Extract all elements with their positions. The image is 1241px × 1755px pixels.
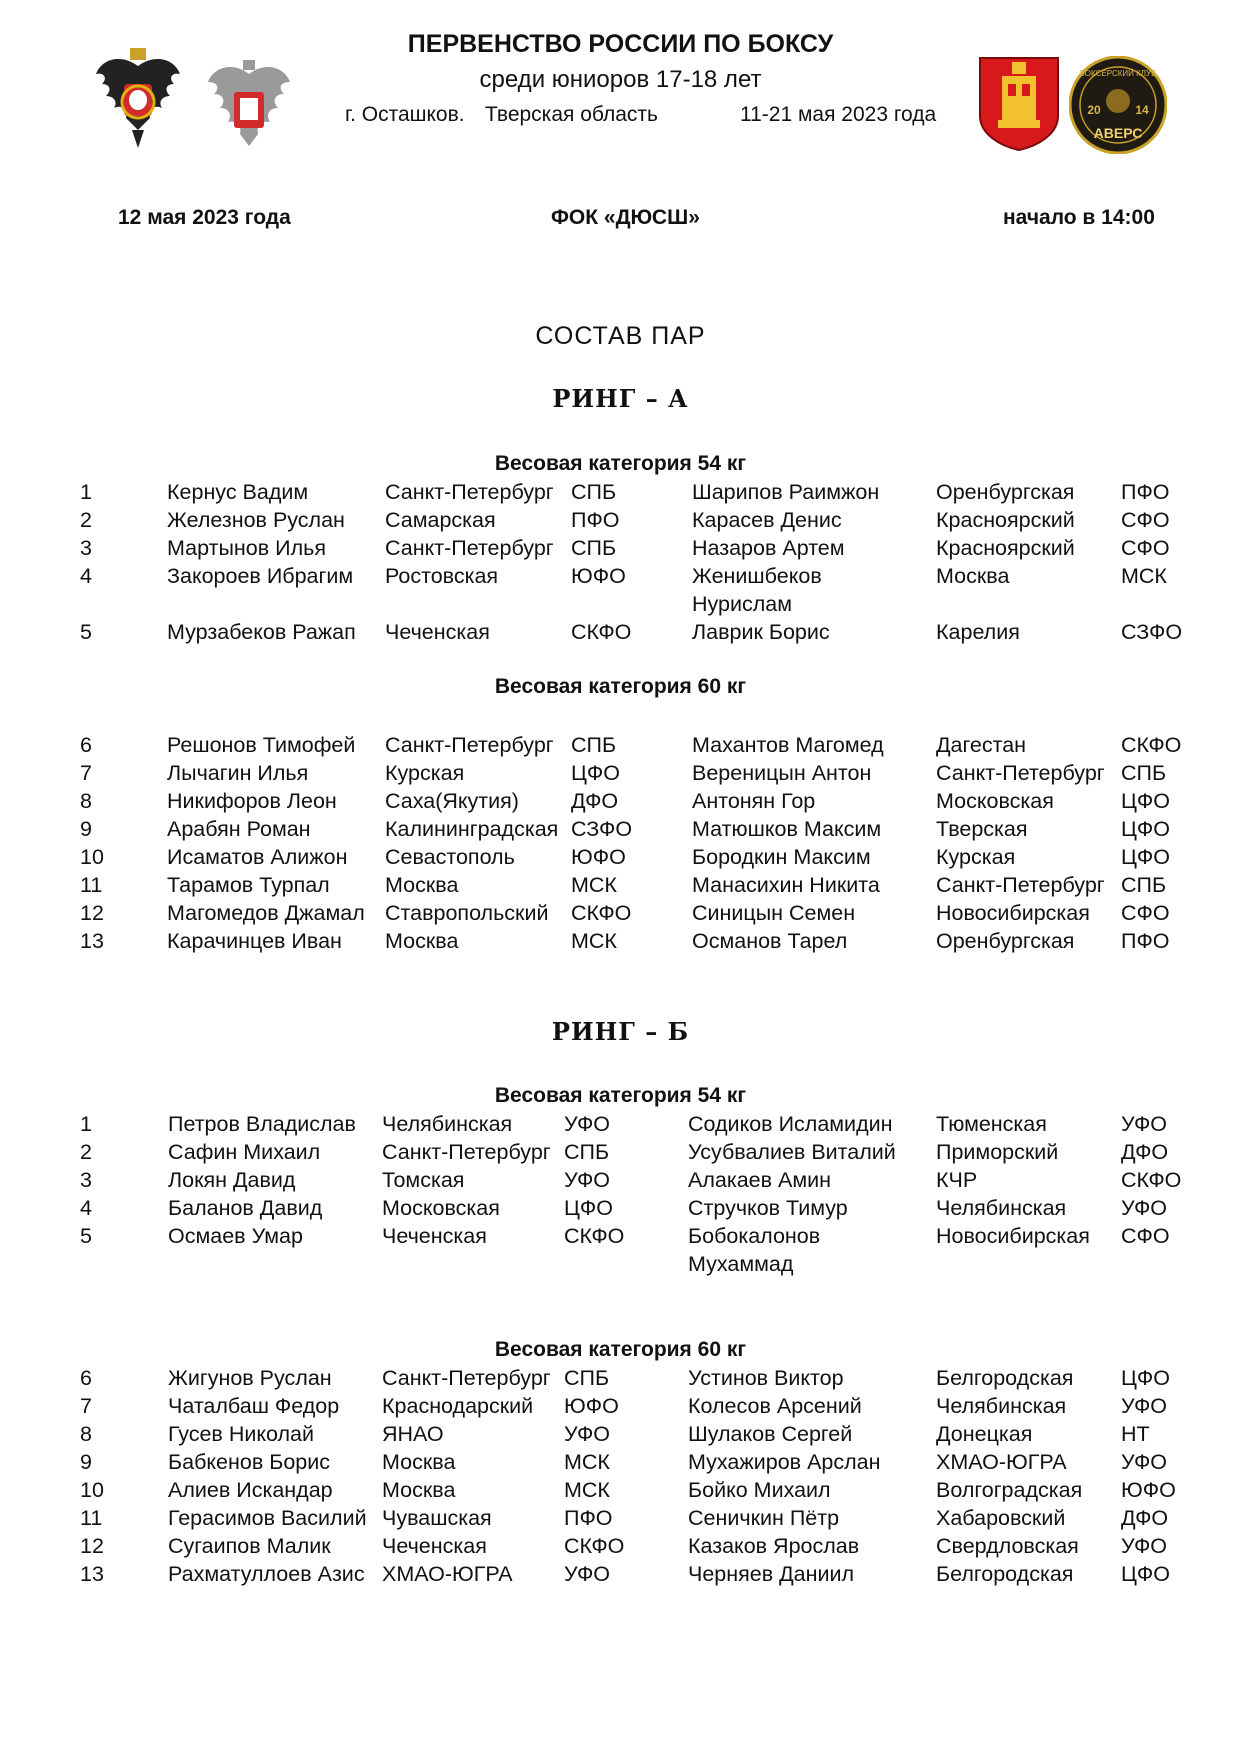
table-row [0, 759, 1241, 787]
session-venue: ФОК «ДЮСШ» [551, 206, 700, 229]
fighter-2-name: Алакаев Амин [688, 1168, 832, 1192]
table-row [0, 1138, 1241, 1166]
fighter-2-district: УФО [1121, 1450, 1168, 1474]
fighter-1-region: Чеченская [382, 1534, 487, 1558]
bout-number: 8 [80, 1422, 92, 1446]
table-row [0, 843, 1241, 871]
fighter-2-name: Колесов Арсений [688, 1394, 862, 1418]
fighter-2-district: СПБ [1121, 761, 1167, 785]
fighter-2-name: Османов Тарел [692, 929, 848, 953]
session-start-time: начало в 14:00 [1003, 206, 1155, 229]
fighter-2-district: ДФО [1121, 1506, 1169, 1530]
bout-number: 7 [80, 1394, 92, 1418]
fighter-1-region: Москва [382, 1478, 456, 1502]
fighter-1-district: СКФО [564, 1534, 625, 1558]
table-row [0, 1110, 1241, 1138]
fighter-2-region: Красноярский [936, 536, 1075, 560]
event-city: г. Осташков. [345, 103, 465, 126]
fighter-1-name: Герасимов Василий [168, 1506, 367, 1530]
fighter-2-region: Карелия [936, 620, 1020, 644]
table-row [0, 1448, 1241, 1476]
table-row [0, 618, 1241, 646]
table-row [0, 1194, 1241, 1222]
fighter-1-region: Санкт-Петербург [385, 536, 554, 560]
ring-b-cat54-title: Весовая категория 54 кг [494, 1084, 747, 1107]
fighter-1-name: Сугаипов Малик [168, 1534, 331, 1558]
fighter-2-name: Антонян Гор [692, 789, 816, 813]
fighter-1-region: Саха(Якутия) [385, 789, 519, 813]
fighter-2-name: Сеничкин Пётр [688, 1506, 840, 1530]
bout-number: 10 [80, 1478, 104, 1502]
fighter-2-region: Дагестан [936, 733, 1027, 757]
bout-number: 5 [80, 1224, 92, 1248]
fighter-1-region: Ставропольский [385, 901, 549, 925]
fighter-2-region: Челябинская [936, 1196, 1067, 1220]
fighter-1-district: СПБ [564, 1366, 610, 1390]
bout-number: 11 [80, 873, 103, 897]
bout-number: 1 [80, 480, 92, 504]
table-row [0, 927, 1241, 955]
fighter-1-name: Петров Владислав [168, 1112, 356, 1136]
event-region: Тверская область [485, 103, 658, 126]
fighter-1-name: Чаталбаш Федор [168, 1394, 340, 1418]
fighter-1-district: ЮФО [564, 1394, 619, 1418]
fighter-1-district: СПБ [571, 536, 617, 560]
fighter-1-name: Тарамов Турпал [167, 873, 330, 897]
fighter-1-district: МСК [564, 1478, 610, 1502]
fighter-2-region: Оренбургская [936, 929, 1075, 953]
table-row [0, 1166, 1241, 1194]
fighter-1-region: Калининградская [385, 817, 559, 841]
bout-number: 4 [80, 564, 92, 588]
club-top-text: БОКСЕРСКИЙ КЛУБ [1079, 69, 1157, 78]
fighter-2-region: Курская [936, 845, 1016, 869]
fighter-2-name: Назаров Артем [692, 536, 845, 560]
fighter-1-name: Гусев Николай [168, 1422, 314, 1446]
fighter-2-name: Женишбеков Нурислам [692, 564, 822, 616]
table-row [0, 899, 1241, 927]
fighter-2-district: УФО [1121, 1394, 1168, 1418]
fighter-1-region: Ростовская [385, 564, 499, 588]
fighter-1-name: Алиев Искандар [168, 1478, 333, 1502]
fighter-2-name: Шарипов Раимжон [692, 480, 880, 504]
fighter-1-district: ЦФО [571, 761, 620, 785]
table-row [0, 1392, 1241, 1420]
fighter-1-name: Никифоров Леон [167, 789, 337, 813]
bout-number: 9 [80, 1450, 92, 1474]
table-row [0, 1476, 1241, 1504]
fighter-2-name: Бобокалонов Мухаммад [688, 1224, 821, 1276]
fighter-1-district: МСК [571, 929, 617, 953]
fighter-2-region: ХМАО-ЮГРА [936, 1450, 1067, 1474]
fighter-2-region: Москва [936, 564, 1010, 588]
fighter-2-district: ЦФО [1121, 817, 1170, 841]
fighter-1-region: Москва [385, 929, 459, 953]
bout-number: 8 [80, 789, 92, 813]
fighter-2-region: Оренбургская [936, 480, 1075, 504]
fighter-2-name: Мухажиров Арслан [688, 1450, 881, 1474]
fighter-2-region: Санкт-Петербург [936, 761, 1105, 785]
fighter-1-region: ХМАО-ЮГРА [382, 1562, 513, 1586]
fighter-2-name: Усубвалиев Виталий [688, 1140, 896, 1164]
fighter-2-region: Белгородская [936, 1366, 1074, 1390]
fighter-1-district: СЗФО [571, 817, 633, 841]
fighter-2-region: Тюменская [936, 1112, 1047, 1136]
fighter-1-name: Железнов Руслан [167, 508, 345, 532]
fighter-1-district: УФО [564, 1422, 611, 1446]
bout-number: 2 [80, 508, 92, 532]
fighter-1-region: Санкт-Петербург [382, 1140, 551, 1164]
fighter-1-region: Санкт-Петербург [382, 1366, 551, 1390]
fighter-1-district: ДФО [571, 789, 619, 813]
bout-number: 9 [80, 817, 92, 841]
fighter-1-region: ЯНАО [382, 1422, 444, 1446]
ring-b-title: РИНГ – Б [551, 1017, 690, 1046]
bout-number: 13 [80, 1562, 104, 1586]
fighter-2-region: Новосибирская [936, 901, 1090, 925]
fighter-1-district: МСК [571, 873, 617, 897]
fighter-1-name: Сафин Михаил [168, 1140, 321, 1164]
fighter-2-region: Московская [936, 789, 1054, 813]
fighter-2-name: Манасихин Никита [692, 873, 880, 897]
section-title: СОСТАВ ПАР [535, 322, 706, 350]
fighter-1-region: Чеченская [385, 620, 490, 644]
fighter-2-district: СЗФО [1121, 620, 1183, 644]
fighter-1-name: Мурзабеков Ражап [167, 620, 356, 644]
fighter-2-district: СФО [1121, 1224, 1170, 1248]
bout-number: 6 [80, 1366, 92, 1390]
fighter-1-region: Москва [385, 873, 459, 897]
fighter-2-region: Челябинская [936, 1394, 1067, 1418]
fighter-2-name: Казаков Ярослав [688, 1534, 860, 1558]
club-year-left: 20 [1087, 103, 1101, 117]
fighter-2-region: Белгородская [936, 1562, 1074, 1586]
table-row [0, 478, 1241, 506]
table-row [0, 562, 1241, 616]
fighter-2-district: СФО [1121, 901, 1170, 925]
bout-number: 11 [80, 1506, 103, 1530]
fighter-1-district: ЦФО [564, 1196, 613, 1220]
fighter-2-region: Донецкая [936, 1422, 1033, 1446]
fighter-2-name: Лаврик Борис [692, 620, 830, 644]
bout-number: 3 [80, 536, 92, 560]
table-row [0, 1222, 1241, 1276]
fighter-2-district: МСК [1121, 564, 1167, 588]
fighter-1-name: Баланов Давид [168, 1196, 323, 1220]
fighter-1-region: Чеченская [382, 1224, 487, 1248]
bout-number: 12 [80, 901, 104, 925]
fighter-2-name: Бородкин Максим [692, 845, 871, 869]
fighter-1-name: Магомедов Джамал [167, 901, 365, 925]
fighter-2-district: ПФО [1121, 929, 1170, 953]
ring-a-cat54-title: Весовая категория 54 кг [494, 452, 747, 475]
fighter-2-name: Махантов Магомед [692, 733, 884, 757]
fighter-1-district: УФО [564, 1112, 611, 1136]
fighter-2-district: СФО [1121, 508, 1170, 532]
table-row [0, 1560, 1241, 1588]
fighter-2-name: Бойко Михаил [688, 1478, 831, 1502]
fighter-1-district: УФО [564, 1562, 611, 1586]
fighter-1-district: МСК [564, 1450, 610, 1474]
bout-number: 7 [80, 761, 92, 785]
fighter-1-name: Жигунов Руслан [168, 1366, 332, 1390]
fighter-1-district: УФО [564, 1168, 611, 1192]
fighter-1-region: Краснодарский [382, 1394, 534, 1418]
fighter-2-region: Свердловская [936, 1534, 1079, 1558]
fighter-2-region: Красноярский [936, 508, 1075, 532]
fighter-2-name: Матюшков Максим [692, 817, 882, 841]
fighter-1-region: Санкт-Петербург [385, 733, 554, 757]
table-row [0, 534, 1241, 562]
session-date: 12 мая 2023 года [118, 206, 291, 229]
fighter-2-district: СКФО [1121, 733, 1182, 757]
fighter-2-region: Приморский [936, 1140, 1059, 1164]
fighter-1-name: Карачинцев Иван [167, 929, 342, 953]
fighter-1-name: Локян Давид [168, 1168, 296, 1192]
fighter-1-region: Челябинская [382, 1112, 513, 1136]
fighter-1-name: Кернус Вадим [167, 480, 309, 504]
fighter-2-name: Вереницын Антон [692, 761, 872, 785]
table-row [0, 731, 1241, 759]
fighter-1-name: Рахматуллоев Азис [168, 1562, 365, 1586]
bout-number: 12 [80, 1534, 104, 1558]
fighter-1-region: Севастополь [385, 845, 515, 869]
fighter-2-district: УФО [1121, 1112, 1168, 1136]
fighter-1-name: Мартынов Илья [167, 536, 326, 560]
fighter-2-district: СФО [1121, 536, 1170, 560]
table-row [0, 506, 1241, 534]
club-name-text: АВЕРС [1093, 125, 1143, 141]
bout-number: 4 [80, 1196, 92, 1220]
fighter-2-district: ЮФО [1121, 1478, 1176, 1502]
fighter-1-region: Чувашская [382, 1506, 492, 1530]
fighter-1-name: Арабян Роман [167, 817, 311, 841]
fighter-1-region: Томская [382, 1168, 465, 1192]
championship-title: ПЕРВЕНСТВО РОССИИ ПО БОКСУ [407, 30, 834, 58]
fighter-1-district: СПБ [571, 480, 617, 504]
russia-coat-of-arms-logo [92, 44, 184, 152]
fighter-1-district: ПФО [571, 508, 620, 532]
fighter-1-region: Курская [385, 761, 465, 785]
ring-b-cat60-title: Весовая категория 60 кг [494, 1338, 747, 1361]
fighter-2-region: Тверская [936, 817, 1028, 841]
fighter-1-district: ЮФО [571, 564, 626, 588]
fighter-2-district: НТ [1121, 1422, 1150, 1446]
fighter-2-district: ДФО [1121, 1140, 1169, 1164]
fighter-1-name: Решонов Тимофей [167, 733, 356, 757]
fighter-2-region: КЧР [936, 1168, 978, 1192]
bout-number: 3 [80, 1168, 92, 1192]
fighter-2-region: Новосибирская [936, 1224, 1090, 1248]
fighter-2-district: ЦФО [1121, 845, 1170, 869]
table-row [0, 1420, 1241, 1448]
fighter-2-name: Шулаков Сергей [688, 1422, 853, 1446]
fighter-2-name: Стручков Тимур [688, 1196, 848, 1220]
ring-a-title: РИНГ – А [552, 384, 689, 413]
bout-number: 13 [80, 929, 104, 953]
fighter-1-district: СПБ [571, 733, 617, 757]
table-row [0, 787, 1241, 815]
fighter-2-district: ПФО [1121, 480, 1170, 504]
fighter-1-district: ПФО [564, 1506, 613, 1530]
fighter-2-district: УФО [1121, 1196, 1168, 1220]
fighter-1-name: Бабкенов Борис [168, 1450, 330, 1474]
fighter-2-district: УФО [1121, 1534, 1168, 1558]
fighter-1-district: СПБ [564, 1140, 610, 1164]
fighter-1-region: Московская [382, 1196, 500, 1220]
fighter-2-district: ЦФО [1121, 789, 1170, 813]
fighter-1-district: СКФО [571, 901, 632, 925]
bout-number: 6 [80, 733, 92, 757]
fighter-2-district: ЦФО [1121, 1366, 1170, 1390]
fighter-1-district: ЮФО [571, 845, 626, 869]
fighter-2-district: СКФО [1121, 1168, 1182, 1192]
fighter-1-name: Закороев Ибрагим [167, 564, 354, 588]
fighter-2-region: Хабаровский [936, 1506, 1066, 1530]
fighter-2-district: СПБ [1121, 873, 1167, 897]
club-year-right: 14 [1135, 103, 1149, 117]
bout-number: 10 [80, 845, 104, 869]
ring-a-cat60-title: Весовая категория 60 кг [494, 675, 747, 698]
event-dates: 11-21 мая 2023 года [740, 103, 937, 126]
fighter-1-district: СКФО [571, 620, 632, 644]
bout-number: 2 [80, 1140, 92, 1164]
table-row [0, 1532, 1241, 1560]
fighter-2-district: ЦФО [1121, 1562, 1170, 1586]
fighter-2-name: Синицын Семен [692, 901, 856, 925]
fighter-1-region: Москва [382, 1450, 456, 1474]
table-row [0, 871, 1241, 899]
bout-number: 1 [80, 1112, 92, 1136]
fighter-1-name: Исаматов Алижон [167, 845, 348, 869]
fighter-1-name: Лычагин Илья [167, 761, 309, 785]
fighter-2-name: Устинов Виктор [688, 1366, 844, 1390]
championship-subtitle: среди юниоров 17-18 лет [479, 66, 762, 93]
fighter-2-name: Содиков Исламидин [688, 1112, 893, 1136]
fighter-1-name: Осмаев Умар [168, 1224, 303, 1248]
fighter-1-region: Самарская [385, 508, 496, 532]
fighter-2-region: Волгоградская [936, 1478, 1083, 1502]
fighter-1-region: Санкт-Петербург [385, 480, 554, 504]
fighter-2-name: Карасев Денис [692, 508, 842, 532]
bout-number: 5 [80, 620, 92, 644]
fighter-2-region: Санкт-Петербург [936, 873, 1105, 897]
table-row [0, 1364, 1241, 1392]
fighter-2-name: Черняев Даниил [688, 1562, 855, 1586]
table-row [0, 1504, 1241, 1532]
table-row [0, 815, 1241, 843]
fighter-1-district: СКФО [564, 1224, 625, 1248]
